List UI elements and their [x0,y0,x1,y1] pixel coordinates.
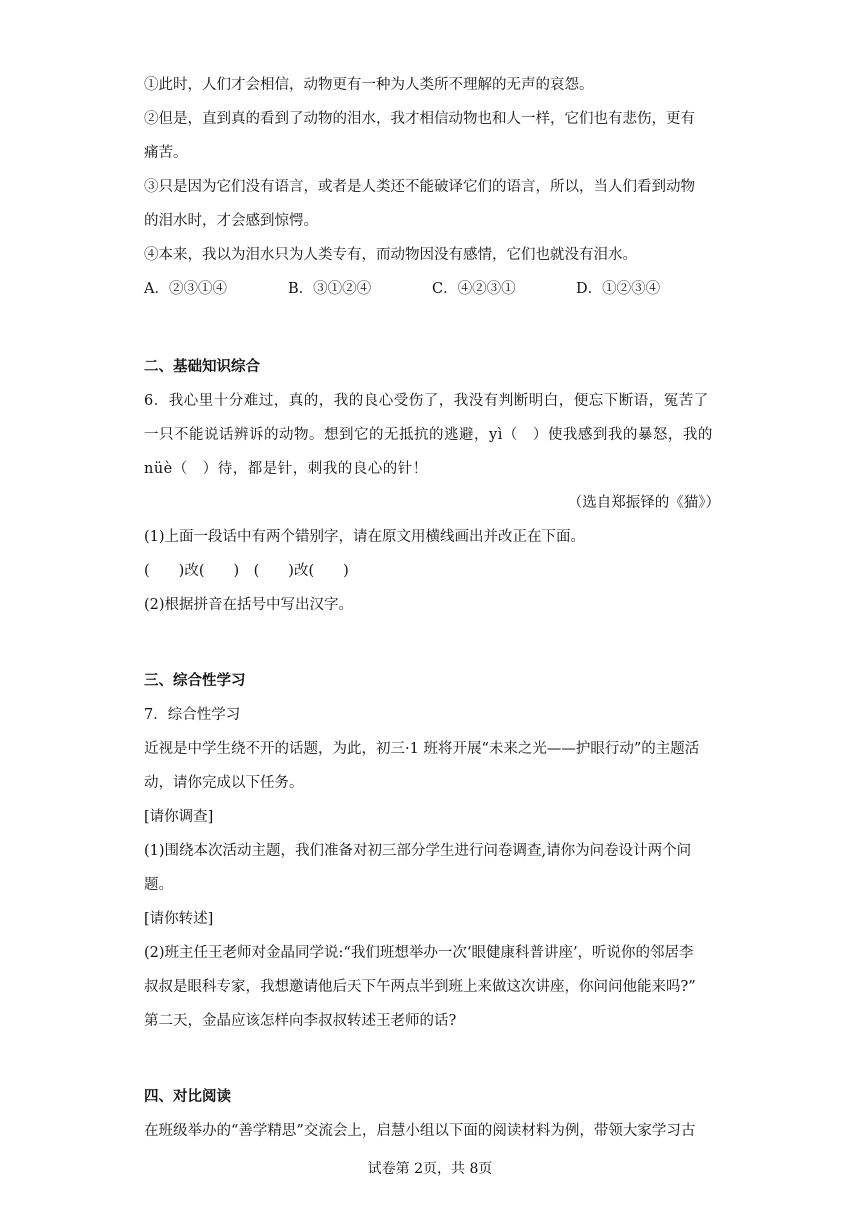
q7-title: 7．综合性学习 [144,707,241,723]
section-2-heading: 二、基础知识综合 [144,359,260,375]
q7-task-survey: [请你调查] [144,809,214,825]
q6-sub-2: (2)根据拼音在括号中写出汉字。 [144,597,354,613]
q7-intro-b: 动，请你完成以下任务。 [144,775,304,791]
q7-sub-1a: (1)围绕本次活动主题，我们准备对初三部分学生进行问卷调查,请你为问卷设计两个问 [144,843,692,859]
section-4-intro: 在班级举办的“善学精思”交流会上，启慧小组以下面的阅读材料为例，带领大家学习古 [144,1123,696,1139]
q6-line-1: 6．我心里十分难过，真的，我的良心受伤了，我没有判断明白，便忘下断语，冤苦了 [144,393,709,409]
q7-task-retell: [请你转述] [144,911,214,927]
option-a: A．②③①④ [144,281,227,297]
q7-intro-a: 近视是中学生绕不开的话题，为此，初三·1 班将开展“未来之光——护眼行动”的主题活 [144,741,700,757]
section-3-heading: 三、综合性学习 [144,673,246,689]
exam-page [144,68,720,1148]
option-b: B．③①②④ [288,281,372,297]
option-c: C．④②③① [432,281,516,297]
q5-sentence-2b: 痛苦。 [144,145,188,161]
q5-options [144,272,720,306]
q5-sentence-4: ④本来，我以为泪水只为人类专有，而动物因没有感情，它们也就没有泪水。 [144,247,637,263]
page-footer: 试卷第 2页，共 8页 [367,1161,493,1177]
q6-blank-answer: ( )改( ) ( )改( ) [144,563,349,579]
q5-sentence-3a: ③只是因为它们没有语言，或者是人类还不能破译它们的语言，所以，当人们看到动物 [144,179,695,195]
q6-line-2: 一只不能说话辨诉的动物。想到它的无抵抗的逃避，yì（ ）使我感到我的暴怒，我的 [144,427,713,443]
q5-sentence-1: ①此时，人们才会相信，动物更有一种为人类所不理解的无声的哀怨。 [144,77,594,93]
q5-sentence-2a: ②但是，直到真的看到了动物的泪水，我才相信动物也和人一样，它们也有悲伤，更有 [144,111,695,127]
q6-source: （选自郑振铎的《猫》） [567,495,720,511]
section-4-heading: 四、对比阅读 [144,1089,231,1105]
q7-sub-2a: (2)班主任王老师对金晶同学说:“我们班想举办一次‘眼健康科普讲座’，听说你的邻居李 [144,945,694,961]
q7-sub-2c: 第二天，金晶应该怎样向李叔叔转述王老师的话? [144,1013,457,1029]
option-d: D．①②③④ [576,281,661,297]
q7-sub-1b: 题。 [144,877,173,893]
q7-sub-2b: 叔叔是眼科专家，我想邀请他后天下午两点半到班上来做这次讲座，你问问他能来吗?” [144,979,696,995]
q5-sentence-3b: 的泪水时，才会感到惊愕。 [144,213,318,229]
q6-line-3: nüè（ ）待，都是针，刺我的良心的针！ [144,461,428,477]
q6-sub-1: (1)上面一段话中有两个错别字，请在原文用横线画出并改正在下面。 [144,529,586,545]
